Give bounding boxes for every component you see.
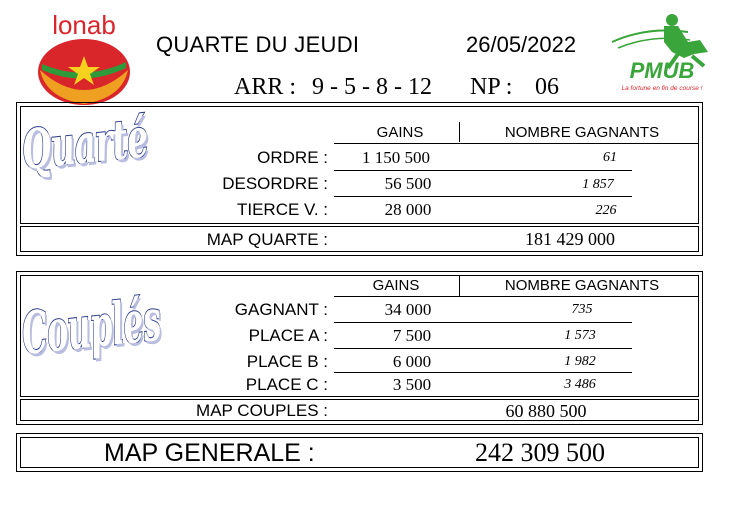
couples-row-nombre: 1 982 xyxy=(564,354,596,369)
couples-row-gain: 7 500 xyxy=(392,326,432,345)
couples-row-gain: 34 000 xyxy=(384,300,432,319)
couples-header-line xyxy=(334,296,698,297)
lonab-logo-text: lonab xyxy=(52,12,116,40)
race-date: 26/05/2022 xyxy=(466,32,577,57)
pmub-logo-text: PMUB xyxy=(629,58,695,83)
quarte-row-label: TIERCE V. : xyxy=(236,200,328,219)
pmub-tagline: La fortune en fin de course ! xyxy=(621,85,703,92)
quarte-col-divider xyxy=(459,122,460,142)
couples-row-nombre: 3 486 xyxy=(564,377,596,392)
map-couples-value: 60 880 500 xyxy=(505,401,587,421)
quarte-row-nombre: 1 857 xyxy=(582,177,614,192)
non-partant-label: NP : xyxy=(470,74,513,100)
couples-row-nombre: 735 xyxy=(571,302,593,317)
map-quarte-label: MAP QUARTE : xyxy=(206,230,328,249)
quarte-row-label: DESORDRE : xyxy=(222,174,328,193)
quarte-row-label: ORDRE : xyxy=(257,148,328,167)
couples-row-label: PLACE C : xyxy=(245,375,328,394)
map-quarte-value: 181 429 000 xyxy=(525,229,615,249)
map-generale-label: MAP GENERALE : xyxy=(104,439,315,467)
couples-row-nombre: 1 573 xyxy=(564,328,596,343)
couples-col-divider xyxy=(459,276,460,296)
couples-row-label: GAGNANT : xyxy=(234,300,328,319)
quarte-row-gain: 28 000 xyxy=(384,200,432,219)
map-couples-label: MAP COUPLES : xyxy=(196,401,328,420)
quarte-row-gain: 56 500 xyxy=(384,174,432,193)
quarte-row-nombre: 226 xyxy=(595,203,617,218)
quarte-col-gains: GAINS xyxy=(376,124,424,141)
quarte-row-line-2 xyxy=(334,196,632,197)
couples-row-gain: 3 500 xyxy=(392,375,432,394)
non-partant-value: 06 xyxy=(535,74,559,100)
quarte-header-line xyxy=(334,143,698,144)
couples-row-line-1 xyxy=(334,322,632,323)
couples-row-label: PLACE A : xyxy=(248,326,328,345)
couples-row-gain: 6 000 xyxy=(392,352,432,371)
quarte-row-line-1 xyxy=(334,170,632,171)
quarte-col-nombre: NOMBRE GAGNANTS xyxy=(504,124,660,141)
pmub-logo xyxy=(608,12,716,96)
quarte-row-gain: 1 150 500 xyxy=(362,148,430,167)
couples-badge: Couplés xyxy=(18,285,164,368)
couples-row-line-3 xyxy=(334,372,632,373)
couples-col-gains: GAINS xyxy=(372,277,420,294)
couples-col-nombre: NOMBRE GAGNANTS xyxy=(504,277,660,294)
quarte-row-nombre: 61 xyxy=(603,150,617,165)
couples-row-line-2 xyxy=(334,348,632,349)
arrival-label: ARR : xyxy=(234,74,297,100)
arrival-value: 9 - 5 - 8 - 12 xyxy=(312,74,432,100)
map-generale-value: 242 309 500 xyxy=(475,438,605,467)
page-title: QUARTE DU JEUDI xyxy=(156,32,360,57)
couples-row-label: PLACE B : xyxy=(246,352,328,371)
lonab-logo xyxy=(34,12,134,108)
quarte-badge: Quarté xyxy=(18,105,151,182)
